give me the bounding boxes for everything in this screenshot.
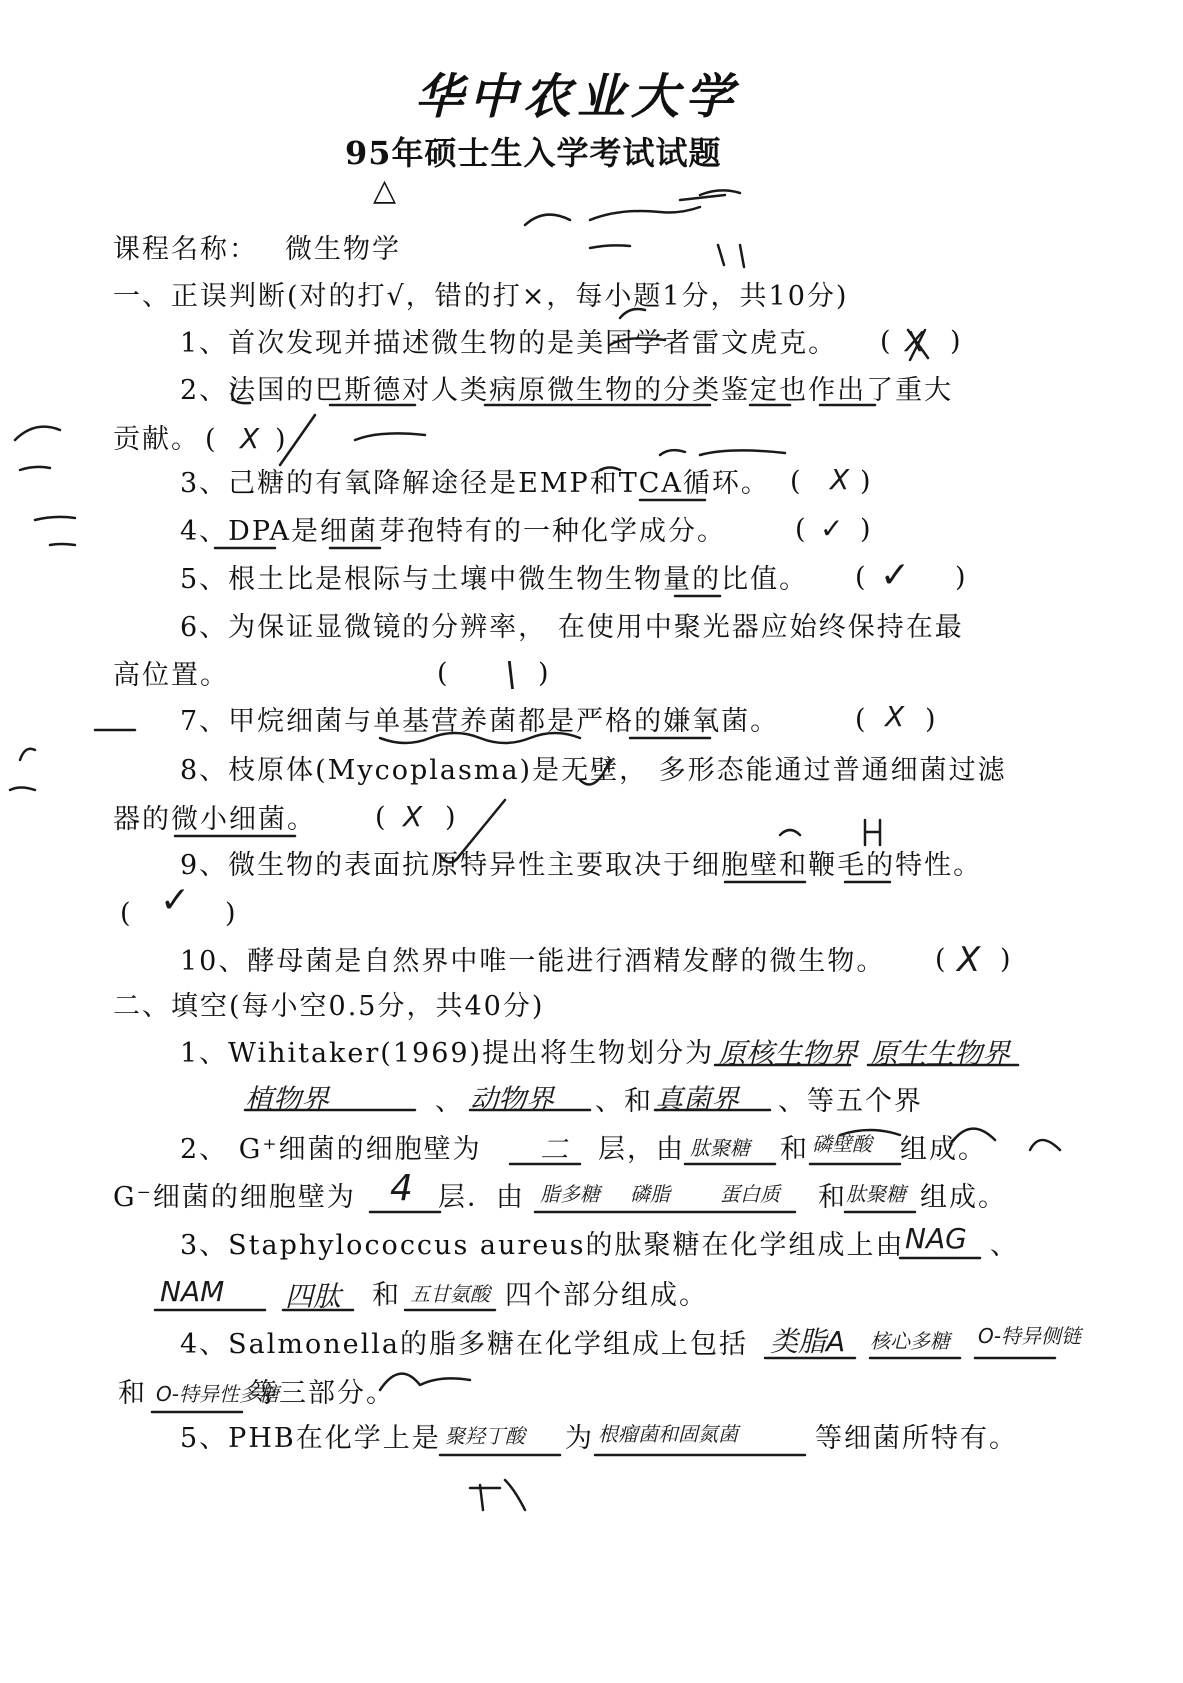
f1-answer-5: 真菌界 (655, 1083, 740, 1116)
q7-paren-open: ( (855, 704, 868, 735)
f2-answer-2: 磷壁酸 (812, 1132, 872, 1156)
f2-line1-tail: 组成。 (900, 1134, 987, 1165)
f5-line1-mid: 为 (565, 1423, 594, 1454)
q1-paren-open: ( (880, 326, 893, 357)
course-label: 课程名称： (113, 234, 258, 265)
q3-text: 3、己糖的有氧降解途径是EMP和TCA循环。 (180, 468, 770, 499)
f3-answer-2: NAM (160, 1275, 225, 1308)
q4-paren-open: ( (795, 514, 808, 545)
f3-line1-tail: 、 (990, 1230, 1019, 1261)
q3-paren-open: ( (790, 466, 803, 497)
q5-answer: ✓ (880, 555, 911, 596)
q4-text: 4、DPA是细菌芽孢特有的一种化学成分。 (180, 516, 727, 547)
q6-line2: 高位置。 (113, 660, 229, 691)
f3-answer-3: 四肽 (285, 1280, 342, 1313)
f3-line2-mid: 和 (372, 1280, 401, 1311)
f4-answer-2: 核心多糖 (870, 1329, 950, 1353)
f2-line2-mid: 层．由 (438, 1182, 525, 1213)
q9-paren-close: ) (225, 898, 238, 929)
f1-line1: 1、Wihitaker(1969)提出将生物划分为 (180, 1038, 715, 1069)
q2-line1: 2、法国的巴斯德对人类病原微生物的分类鉴定也作出了重大 (180, 375, 954, 406)
f3-line1: 3、Staphylococcus aureus的肽聚糖在化学组成上由 (180, 1230, 905, 1261)
q4-paren-close: ) (860, 514, 873, 545)
section2-heading: 二、填空(每小空0.5分，共40分) (113, 991, 545, 1022)
f3-line2-tail: 四个部分组成。 (505, 1280, 708, 1311)
q10-paren-open: ( (935, 944, 948, 975)
q7-text: 7、甲烷细菌与单基营养菌都是严格的嫌氧菌。 (180, 706, 780, 737)
f2-line1-mid2: 和 (780, 1134, 809, 1165)
f1-sep1: 、 (435, 1086, 464, 1117)
q3-answer: X (830, 463, 850, 496)
f2-blank-2: 4 (390, 1168, 413, 1209)
q9-line1: 9、微生物的表面抗原特异性主要取决于细胞壁和鞭毛的特性。 (180, 850, 983, 881)
f2-answer-3: 脂多糖 (540, 1182, 600, 1206)
f4-line2-tail: 等三部分。 (250, 1378, 395, 1409)
f4-answer-3: O-特异侧链 (978, 1324, 1081, 1348)
triangle-mark: △ (373, 173, 397, 208)
university-name: 华中农业大学 (415, 69, 740, 125)
f2-line2: G⁻细菌的细胞壁为 (113, 1182, 356, 1213)
q6-line1: 6、为保证显微镜的分辨率， 在使用中聚光器应始终保持在最 (180, 612, 964, 643)
q7-answer: X (885, 700, 905, 733)
f1-answer-2: 原生生物界 (870, 1037, 1011, 1070)
q5-text: 5、根土比是根际与土壤中微生物生物量的比值。 (180, 564, 809, 595)
q2-answer: X (240, 422, 260, 455)
f3-answer-4: 五甘氨酸 (410, 1282, 490, 1306)
q6-paren-open: ( (437, 658, 450, 689)
q10-text: 10、酵母菌是自然界中唯一能进行酒精发酵的微生物。 (180, 946, 886, 977)
f5-answer-2: 根瘤菌和固氮菌 (598, 1422, 738, 1446)
f1-answer-4: 动物界 (470, 1083, 555, 1116)
q8-paren-close: ) (445, 802, 458, 833)
f4-answer-4: O-特异性多糖 (156, 1382, 279, 1406)
f2-answer-4: 磷脂 (630, 1182, 670, 1206)
q10-paren-close: ) (1000, 944, 1013, 975)
course-name: 微生物学 (285, 234, 401, 265)
f2-answer-6: 肽聚糖 (846, 1182, 906, 1206)
exam-title: 95年硕士生入学考试试题 (345, 134, 722, 172)
f2-line2-mid2: 和 (818, 1182, 847, 1213)
f2-line1-mid: 层，由 (598, 1134, 685, 1165)
f2-answer-5: 蛋白质 (720, 1182, 780, 1206)
f4-answer-1: 类脂A (770, 1325, 846, 1358)
q9-paren-open: ( (120, 898, 133, 929)
q3-paren-close: ) (860, 466, 873, 497)
f1-answer-3: 植物界 (245, 1083, 330, 1116)
section1-heading: 一、正误判断(对的打√，错的打×，每小题1分，共10分) (113, 281, 849, 312)
q5-paren-open: ( (855, 562, 868, 593)
f2-answer-1: 肽聚糖 (690, 1136, 750, 1160)
f5-line1-tail: 等细菌所特有。 (815, 1423, 1018, 1454)
f1-answer-1: 原核生物界 (718, 1037, 859, 1070)
f5-answer-1: 聚羟丁酸 (445, 1424, 525, 1448)
q8-line2: 器的微小细菌。 (113, 804, 316, 835)
q7-paren-close: ) (925, 704, 938, 735)
q8-line1: 8、枝原体(Mycoplasma)是无壁， 多形态能通过普通细菌过滤 (180, 755, 1007, 786)
f3-answer-1: NAG (905, 1222, 967, 1255)
f4-line1: 4、Salmonella的脂多糖在化学组成上包括 (180, 1329, 748, 1360)
q9-answer: ✓ (160, 880, 191, 921)
q1-answer: X (905, 325, 925, 358)
f5-line1: 5、PHB在化学上是 (180, 1423, 441, 1454)
q8-answer: X (403, 800, 423, 833)
q2-line2: 贡献。 (113, 424, 200, 455)
f2-line2-tail: 组成。 (920, 1182, 1007, 1213)
f4-line2-head: 和 (118, 1378, 147, 1409)
q6-paren-close: ) (538, 658, 551, 689)
f2-blank-1: 二 (540, 1133, 569, 1166)
f1-sep2: 、和 (595, 1086, 653, 1117)
q2-paren-open: ( (205, 424, 218, 455)
f1-tail: 、等五个界 (778, 1086, 923, 1117)
q8-paren-open: ( (375, 802, 388, 833)
q6-answer: \ (505, 655, 517, 695)
q4-answer: ✓ (820, 512, 844, 545)
q2-paren-close: ) (275, 424, 288, 455)
q10-answer: X (957, 940, 981, 980)
q1-paren-close: ) (950, 326, 963, 357)
q1-text: 1、首次发现并描述微生物的是美国学者雷文虎克。 (180, 328, 838, 359)
q5-paren-close: ) (955, 562, 968, 593)
f2-line1: 2、 G⁺细菌的细胞壁为 (180, 1134, 482, 1165)
